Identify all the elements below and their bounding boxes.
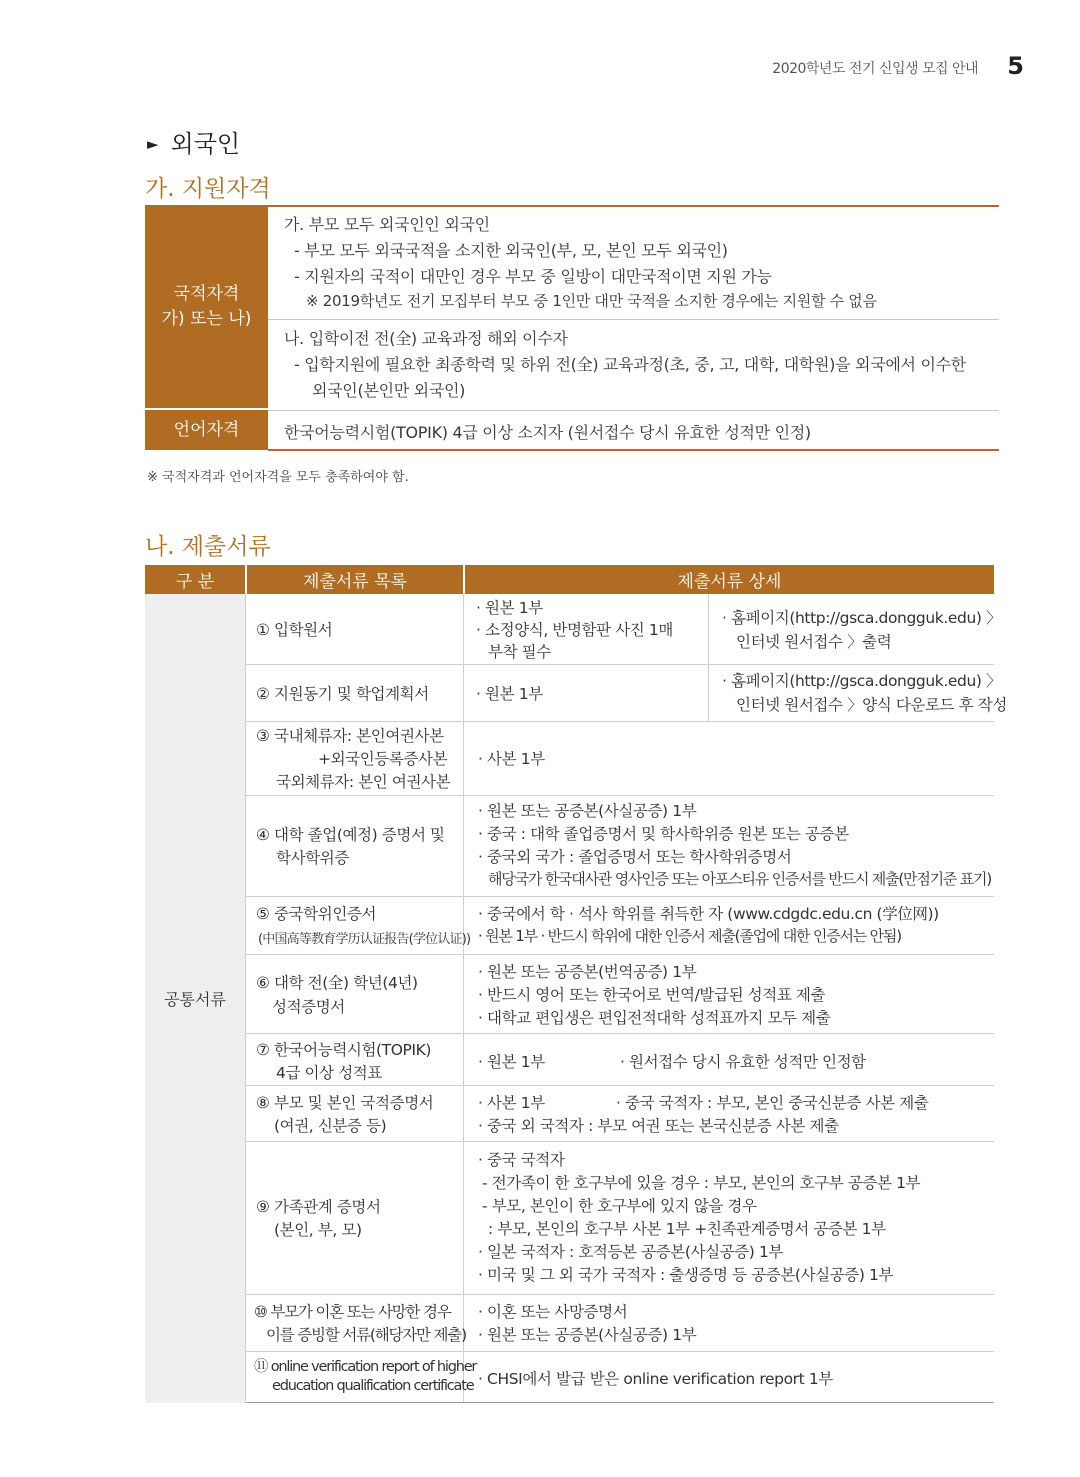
item-label: ② 지원동기 및 학업계획서 xyxy=(256,685,429,703)
item-label: ④ 대학 졸업(예정) 증명서 및 xyxy=(256,826,445,844)
detail-line: 부착 필수 xyxy=(488,643,551,661)
detail-line: · 원본 1부 xyxy=(478,1053,545,1071)
detail-cell xyxy=(464,1034,994,1085)
detail-line: · 홈페이지(http://gsca.dongguk.edu) 〉 xyxy=(722,672,1002,690)
detail-line: · 소정양식, 반명함판 사진 1매 xyxy=(476,621,673,639)
detail-cell xyxy=(464,897,994,954)
nationality-label: 국적자격 xyxy=(173,283,240,304)
table-row xyxy=(246,722,994,796)
option-b-title: 나. 입학이전 전(全) 교육과정 해외 이수자 xyxy=(284,329,568,348)
detail-cell xyxy=(464,594,1002,664)
nationality-option-a xyxy=(268,205,999,320)
table-row xyxy=(246,1034,994,1086)
item-label: 국외체류자: 본인 여권사본 xyxy=(276,773,451,791)
item-cell xyxy=(246,722,464,795)
detail-line: · 반드시 영어 또는 한국어로 번역/발급된 성적표 제출 xyxy=(478,986,826,1004)
item-label: ⑩ 부모가 이혼 또는 사망한 경우 xyxy=(254,1303,451,1321)
documents-heading: 나. 제출서류 xyxy=(145,534,271,560)
detail-line: 인터넷 원서접수 〉출력 xyxy=(736,633,892,651)
qualification-table xyxy=(145,205,999,450)
item-label: education qualification certificate xyxy=(272,1378,474,1394)
language-text: 한국어능력시험(TOPIK) 4급 이상 소지자 (원서접수 당시 유효한 성적만 인정) xyxy=(284,423,811,442)
table-row xyxy=(246,1352,994,1403)
item-cell xyxy=(246,665,464,721)
detail-line: · 일본 국적자 : 호적등본 공증본(사실공증) 1부 xyxy=(478,1243,784,1261)
header-list: 제출서류 목록 xyxy=(303,572,407,592)
detail-cell xyxy=(464,722,994,795)
category-cell xyxy=(145,594,246,1403)
qualification-heading: 가. 지원자격 xyxy=(145,176,271,202)
option-a-line: - 부모 모두 외국국적을 소지한 외국인(부, 모, 본인 모두 외국인) xyxy=(294,241,728,260)
qualification-note: ※ 국적자격과 언어자격을 모두 충족하여야 함. xyxy=(147,470,409,485)
table-row xyxy=(246,594,1002,665)
option-b-line: 외국인(본인만 외국인) xyxy=(312,381,466,400)
item-cell xyxy=(246,796,464,896)
detail-line: · 중국 외 국적자 : 부모 여권 또는 본국신분증 사본 제출 xyxy=(478,1117,839,1135)
detail-cell xyxy=(464,1142,994,1294)
detail-line: · 중국 : 대학 졸업증명서 및 학사학위증 원본 또는 공증본 xyxy=(478,825,849,843)
detail-line: · 중국에서 학 · 석사 학위를 취득한 자 (www.cdgdc.edu.cn (学位网)) xyxy=(478,905,939,923)
item-cell xyxy=(246,1142,464,1294)
item-label: ⑪ online verification report of higher xyxy=(254,1359,477,1375)
detail-cell xyxy=(464,665,1007,721)
table-row xyxy=(246,1086,994,1142)
nationality-label-cell xyxy=(145,205,268,408)
item-cell xyxy=(246,1034,464,1085)
triangle-arrow-icon: ► xyxy=(147,135,159,153)
detail-line: · 사본 1부 xyxy=(478,750,545,768)
table-row xyxy=(246,1295,994,1352)
item-label: ⑦ 한국어능력시험(TOPIK) xyxy=(256,1041,432,1059)
table-row xyxy=(246,897,994,955)
nationality-label-sub: 가) 또는 나) xyxy=(161,308,252,329)
documents-table xyxy=(145,565,1007,1403)
detail-line: · 원본 또는 공증본(번역공증) 1부 xyxy=(478,963,697,981)
detail-line: · 중국 국적자 xyxy=(478,1151,565,1169)
detail-cell xyxy=(464,1295,994,1351)
detail-line: · 원본 1부 xyxy=(476,599,543,617)
detail-line: · 사본 1부 xyxy=(478,1094,545,1112)
item-label: 학사학위증 xyxy=(276,849,349,867)
item-label: ⑨ 가족관계 증명서 xyxy=(256,1198,381,1216)
item-cell xyxy=(246,897,471,954)
table-row xyxy=(246,1142,994,1295)
category-label: 공통서류 xyxy=(164,990,226,1009)
detail-line: · 중국외 국가 : 졸업증명서 또는 학사학위증명서 xyxy=(478,848,792,866)
item-label: (본인, 부, 모) xyxy=(274,1221,362,1239)
header-detail: 제출서류 상세 xyxy=(677,572,782,592)
item-cell xyxy=(246,1086,464,1141)
item-label: ⑥ 대학 전(全) 학년(4년) xyxy=(256,974,418,992)
table-row xyxy=(246,955,994,1034)
language-label: 언어자격 xyxy=(173,419,240,440)
language-label-cell xyxy=(145,410,268,450)
item-label: 이를 증빙할 서류(해당자만 제출) xyxy=(266,1326,466,1344)
detail-line: - 전가족이 한 호구부에 있을 경우 : 부모, 본인의 호구부 공증본 1부 xyxy=(482,1174,921,1192)
detail-line: : 부모, 본인의 호구부 사본 1부 +친족관계증명서 공증본 1부 xyxy=(488,1220,886,1238)
item-label: (여권, 신분증 등) xyxy=(274,1117,387,1135)
option-a-note: ※ 2019학년도 전기 모집부터 부모 중 1인만 대만 국적을 소지한 경우에는 지원할 수 없음 xyxy=(306,292,877,310)
detail-line: · 원본 또는 공증본(사실공증) 1부 xyxy=(478,802,697,820)
detail-cell xyxy=(464,1352,994,1402)
option-a-line: - 지원자의 국적이 대만인 경우 부모 중 일방이 대만국적이면 지원 가능 xyxy=(294,267,772,286)
detail-line: · 원본 1부 xyxy=(476,685,543,703)
detail-line: 해당국가 한국대사관 영사인증 또는 아포스티유 인증서를 반드시 제출(만점기준 표기) xyxy=(488,870,992,888)
detail-line: · 원본 또는 공증본(사실공증) 1부 xyxy=(478,1326,697,1344)
cell-divider xyxy=(708,665,709,721)
item-label: 성적증명서 xyxy=(272,998,345,1016)
header-category: 구 분 xyxy=(175,572,215,592)
table-row xyxy=(246,665,1007,722)
section-title-text: 외국인 xyxy=(170,130,241,158)
detail-line: · CHSI에서 발급 받은 online verification report 1부 xyxy=(478,1370,833,1388)
item-label: 4급 이상 성적표 xyxy=(276,1064,382,1082)
detail-line: · 대학교 편입생은 편입전적대학 성적표까지 모두 제출 xyxy=(478,1009,831,1027)
detail-line: · 미국 및 그 외 국가 국적자 : 출생증명 등 공증본(사실공증) 1부 xyxy=(478,1266,894,1284)
item-cell xyxy=(246,1352,477,1402)
nationality-option-b xyxy=(268,318,999,408)
item-label: +외국인등록증사본 xyxy=(318,750,448,768)
detail-cell xyxy=(464,1086,994,1141)
section-title xyxy=(147,124,240,159)
running-header: 2020학년도 전기 신입생 모집 안내 xyxy=(772,61,978,77)
detail-line: · 이혼 또는 사망증명서 xyxy=(478,1303,628,1321)
detail-line: · 홈페이지(http://gsca.dongguk.edu) 〉 xyxy=(722,609,1002,627)
detail-cell xyxy=(464,796,994,896)
option-b-line: - 입학지원에 필요한 최종학력 및 하위 전(全) 교육과정(초, 중, 고, 대학, 대학원)을 외국에서 이수한 xyxy=(294,355,966,374)
detail-line: · 원서접수 당시 유효한 성적만 인정함 xyxy=(620,1053,866,1071)
item-cell xyxy=(246,594,464,664)
table-row xyxy=(246,796,994,897)
item-label: ⑧ 부모 및 본인 국적증명서 xyxy=(256,1094,434,1112)
item-label: ③ 국내체류자: 본인여권사본 xyxy=(256,727,444,745)
item-label: ⑤ 중국학위인증서 xyxy=(256,905,377,923)
detail-line: 인터넷 원서접수 〉양식 다운로드 후 작성 xyxy=(736,696,1007,714)
option-a-title: 가. 부모 모두 외국인인 외국인 xyxy=(284,215,490,234)
detail-cell xyxy=(464,955,994,1033)
item-cell xyxy=(246,1295,464,1351)
detail-line: - 부모, 본인이 한 호구부에 있지 않을 경우 xyxy=(482,1197,757,1215)
detail-line: · 원본 1부 · 반드시 학위에 대한 인증서 제출(졸업에 대한 인증서는 안됨) xyxy=(478,927,901,945)
item-label: ① 입학원서 xyxy=(256,621,333,639)
page-number: 5 xyxy=(1007,52,1024,80)
language-requirement xyxy=(268,410,999,451)
item-cell xyxy=(246,955,464,1033)
item-label: (中国高等教育学历认证报告(学位认证)) xyxy=(258,932,471,947)
detail-line: · 중국 국적자 : 부모, 본인 중국신분증 사본 제출 xyxy=(616,1094,929,1112)
cell-divider xyxy=(708,594,709,664)
